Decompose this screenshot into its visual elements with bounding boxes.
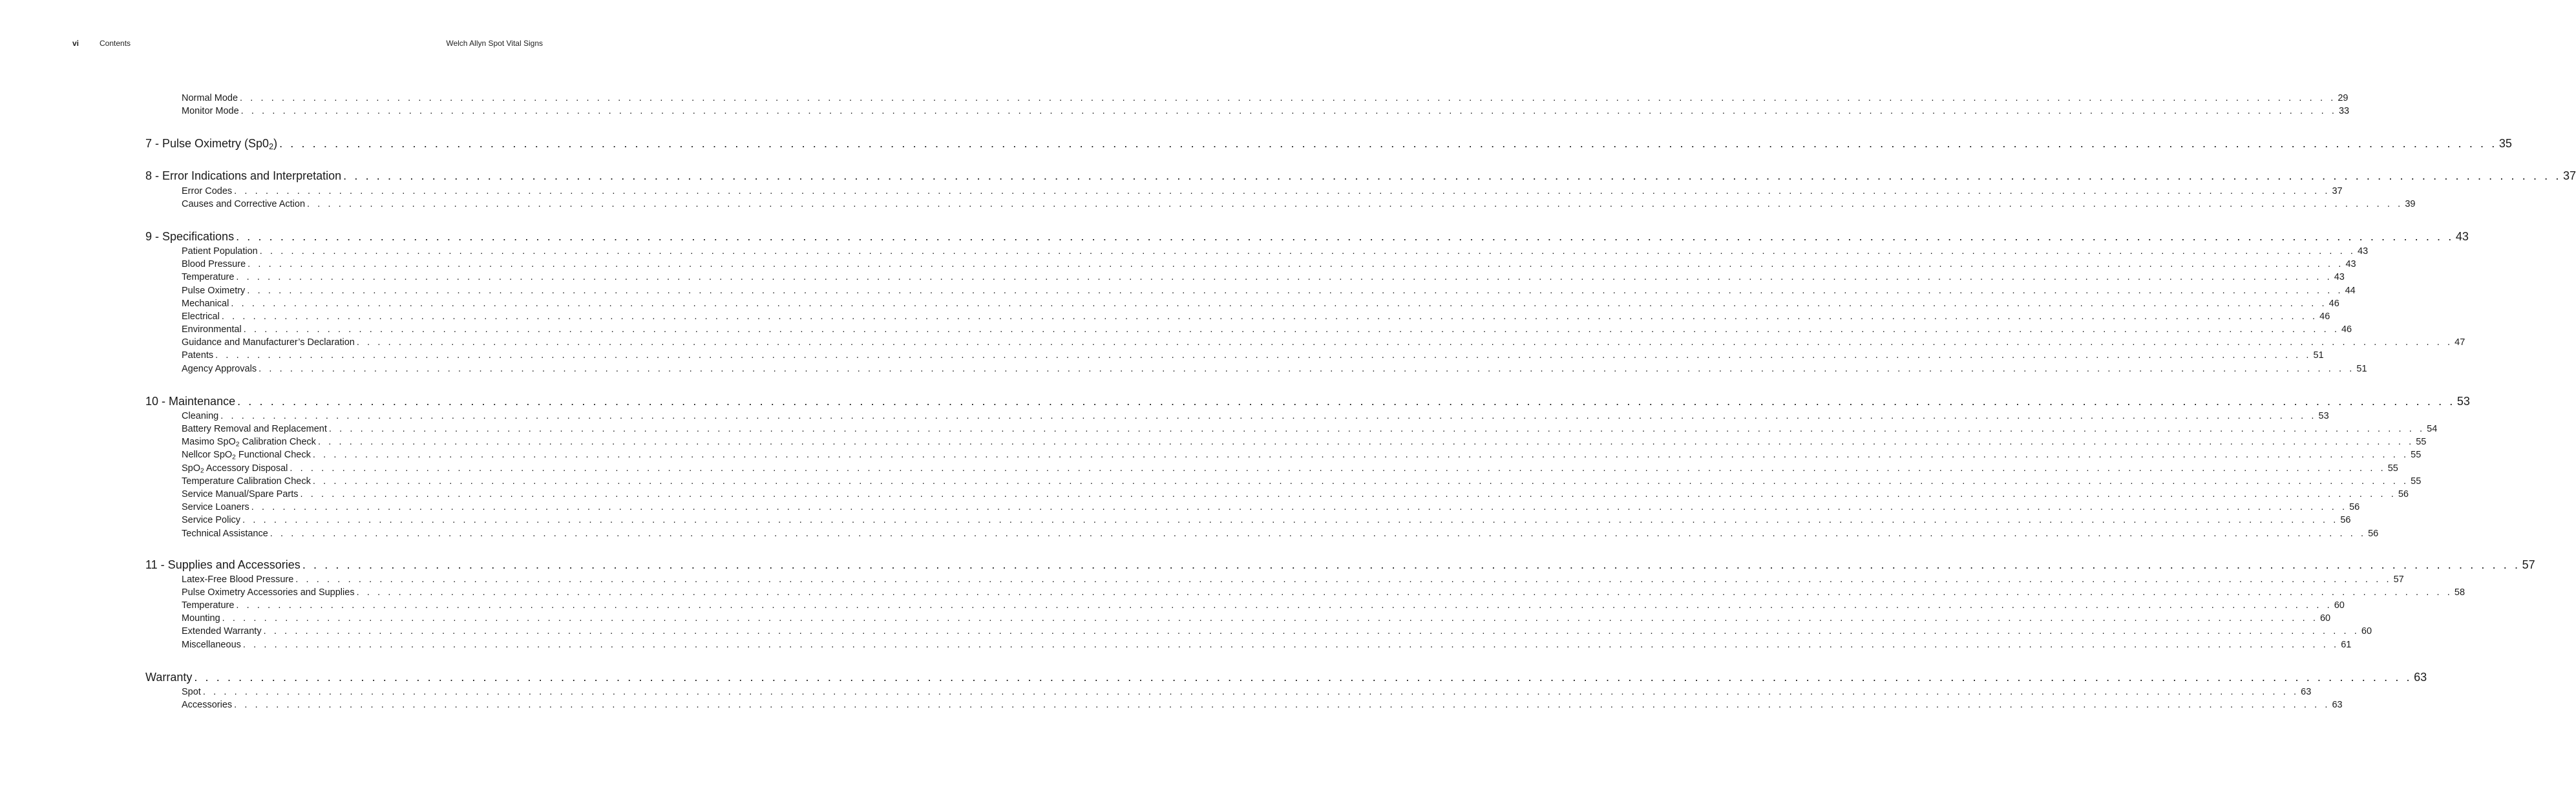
- toc-entry-title-subscript: 2: [200, 467, 204, 475]
- toc-section: [145, 390, 2470, 539]
- toc-entry-page: 56: [2368, 528, 2379, 539]
- toc-entry-title: Error Codes: [182, 185, 233, 196]
- toc-entry-title: Spot: [182, 686, 201, 697]
- toc-entry[interactable]: [145, 257, 2356, 270]
- toc-entry-page: 56: [2340, 515, 2351, 526]
- toc-entry-page: 47: [2455, 337, 2465, 348]
- toc-chapter-page: 43: [2455, 229, 2469, 243]
- toc-chapter[interactable]: [145, 554, 2535, 572]
- toc-entry-page: 55: [2416, 437, 2427, 448]
- dot-leader: . . . . . . . . . . . . . . . . . . . . . . . . . . . . . . . . . . . . . . . . . . . . . . . . . . . . . . . . . . . . . . . . . . . . . . . . . . . . . . . . . . . . . . . . . . . . . . . . . . . . . . . . . . . . . . . . . . . . . . . . . . . . . . . . . . . . . . . . . . . . . . . . . . . . . . . . . . . . . . . . . . . . . . . . . . . . . . . . . . . . . . . . . . . . . . . . . . . . . . . .: [259, 246, 2356, 257]
- dot-leader: . . . . . . . . . . . . . . . . . . . . . . . . . . . . . . . . . . . . . . . . . . . . . . . . . . . . . . . . . . . . . . . . . . . . . . . . . . . . . . . . . . . . . . . . . . . . . . . . . . . . . . . . . . . . . . . . . . . . . . . . . . . . . . . . . . . . . . . . . . . . . . . . . . . . . . . . . . . . . . . . . . . . . . . . . . . . . . . . . . . . . . . . . . . . . . . . . . . . . . . .: [240, 106, 2337, 117]
- toc-chapter-title-text: 8 - Error Indications and Interpretation: [145, 169, 342, 183]
- toc-section: [145, 226, 2469, 374]
- toc-entry-page: 54: [2427, 424, 2438, 434]
- toc-chapter-title-text: 7 - Pulse Oximetry (Sp0: [145, 137, 269, 151]
- dot-leader: . . . . . . . . . . . . . . . . . . . . . . . . . . . . . . . . . . . . . . . . . . . . . . . . . . . . . . . . . . . . . . . . . . . . . . . . . . . . . . . . . . . . . . . . . . . . . . . . . . . . . . . . . . . . . . . . . . . . . . . . . . . . . . . . . . . . . . . . . . . . . . . . . . . . . . . . . . . . . . . . . . . . . . . . . . . . . . . . . . . . . . . . . . . . . . . . . . . . . . . .: [220, 410, 2317, 421]
- toc-entry[interactable]: [145, 335, 2465, 348]
- dot-leader: . . . . . . . . . . . . . . . . . . . . . . . . . . . . . . . . . . . . . . . . . . . . . . . . . . . . . . . . . . . . . . . . . . . . . . . . . . . . . . . . . . . . . . . . . . . . . . . . . . . . . . . . . . . . . . . . . . . . . . . . . . . . . . . . . . . . . . . . . . . . . . . . . . . . . . . . . . . . . . . . . . . . . . . . . . . . . . . . . . . . . . . . . . . . . . . . . . . . . . . .: [202, 686, 2299, 697]
- toc-chapter[interactable]: [145, 390, 2470, 408]
- toc-entry[interactable]: [145, 296, 2339, 309]
- toc-entry-title-text: SpO: [182, 463, 201, 474]
- running-title: Welch Allyn Spot Vital Signs: [446, 39, 543, 48]
- toc-entry-title-text-end: Calibration Check: [239, 437, 316, 448]
- toc-entry[interactable]: [145, 421, 2438, 434]
- toc-entry-title: Temperature Calibration Check: [182, 476, 311, 487]
- toc-entry-title: Guidance and Manufacturer’s Declaration: [182, 337, 355, 348]
- toc-entry[interactable]: [145, 196, 2416, 209]
- toc-entry-title: Normal Mode: [182, 93, 238, 104]
- toc-entry-page: 53: [2318, 410, 2329, 421]
- toc-entry-title-text-end: Functional Check: [235, 450, 311, 461]
- toc-entry[interactable]: [145, 244, 2369, 257]
- toc-chapter[interactable]: [145, 165, 2576, 183]
- toc-section: [145, 165, 2576, 209]
- toc-entry[interactable]: [145, 585, 2465, 598]
- dot-leader: . . . . . . . . . . . . . . . . . . . . . . . . . . . . . . . . . . . . . . . . . . . . . . . . . . . . . . . . . . . . . . . . . . . . . . . . . . . . . . . . . . . . . . . . . . . . . . . . . . . . . . . . . . . . . . . . . . . . . . . . . . . . . . . . . . . . . . . . . . . . . . . . . . . . . . . . . . . . . . . . . . . . . . . . . . . . . . . . . . . . . . . . . . . . . . . . . . . . . . . .: [259, 363, 2355, 374]
- toc-entry-title: Cleaning: [182, 410, 219, 421]
- toc-entry-title: Temperature: [182, 272, 235, 283]
- toc-chapter-title: [145, 558, 302, 572]
- toc-entry-page: 46: [2341, 324, 2352, 335]
- dot-leader: . . . . . . . . . . . . . . . . . . . . . . . . . . . . . . . . . . . . . . . . . . . . . . . . . . . . . . . . . . . . . . . . . . . . . . . . . . . . . . . . . . . . . . . . . . . . . . . . . . . . . . . . . . . . . . . . . . . . . . . . . . . . . . . . . . . . . . . . . . . . . . . . . . . . . . . . . . . . . . . . . . . . . . . . . . . . . . . . . . . . . . . . . . . . . . . . . . . . . . . .: [295, 574, 2392, 585]
- toc-entry[interactable]: [145, 499, 2360, 513]
- toc-entry-title: Blood Pressure: [182, 259, 246, 270]
- toc-entry-title: Battery Removal and Replacement: [182, 424, 327, 434]
- toc-entry-title: Electrical: [182, 311, 220, 322]
- toc-entry-title: Monitor Mode: [182, 106, 239, 117]
- toc-entry-page: 63: [2301, 686, 2312, 697]
- toc-entry[interactable]: [145, 525, 2379, 539]
- toc-entry-title: Mechanical: [182, 298, 229, 309]
- toc-entry[interactable]: [145, 598, 2345, 611]
- toc-entry-title: Pulse Oximetry: [182, 285, 246, 296]
- toc-entry-title: [182, 450, 313, 460]
- dot-leader: . . . . . . . . . . . . . . . . . . . . . . . . . . . . . . . . . . . . . . . . . . . . . . . . . . . . . . . . . . . . . . . . . . . . . . . . . . . . . . . . . . . . . . . . . . . . . . . . . . . . . . . . . . . . . . . . . . . . . . . . . . . . . . . . . . . . . . . . . . . . . . . . . . . . . . . . . . . . . . . . . . . . . . . . . . . . . . . . . . . . . . . . . . . . . . . . . . . . . . . .: [317, 437, 2414, 448]
- toc-entry[interactable]: [145, 408, 2329, 421]
- toc-entry[interactable]: [145, 103, 2350, 117]
- dot-leader: . . . . . . . . . . . . . . . . . . . . . . . . . . . . . . . . . . . . . . . . . . . . . . . . . . . . . . . . . . . . . . . . . . . . . . . . . . . . . . . . . . . . . . . . . . . . . . . . . . . . . . . . . . . . . . . . . . . . . . . . . . . . . . . . . . . . . . . . . . . . . . . . . . . . . . . . . . . . . . . . . . . . . . . . . . . . . . . . . . . . . . . . . . . . . . . . . . . . . . . .: [237, 394, 2455, 408]
- dot-leader: . . . . . . . . . . . . . . . . . . . . . . . . . . . . . . . . . . . . . . . . . . . . . . . . . . . . . . . . . . . . . . . . . . . . . . . . . . . . . . . . . . . . . . . . . . . . . . . . . . . . . . . . . . . . . . . . . . . . . . . . . . . . . . . . . . . . . . . . . . . . . . . . . . . . . . . . . . . . . . . . . . . . . . . . . . . . . . . . . . . . . . . . . . . . . . . . . . . . . . . .: [312, 476, 2409, 487]
- toc-entry[interactable]: [145, 447, 2422, 461]
- toc-entry-page: 33: [2338, 106, 2350, 117]
- toc-entry-title-text-end: Accessory Disposal: [204, 463, 288, 474]
- toc-entry-title: Service Manual/Spare Parts: [182, 488, 299, 499]
- toc-entry-page: 37: [2332, 185, 2343, 196]
- toc-entry[interactable]: [145, 487, 2409, 499]
- toc-entry[interactable]: [145, 684, 2312, 697]
- toc-section: [145, 132, 2512, 152]
- toc-entry-page: 63: [2332, 700, 2343, 710]
- toc-entry-page: 56: [2349, 502, 2360, 513]
- toc-entry-page: 60: [2361, 626, 2372, 637]
- running-section: Contents: [100, 39, 131, 48]
- toc-chapter-page: 53: [2456, 394, 2470, 408]
- dot-leader: . . . . . . . . . . . . . . . . . . . . . . . . . . . . . . . . . . . . . . . . . . . . . . . . . . . . . . . . . . . . . . . . . . . . . . . . . . . . . . . . . . . . . . . . . . . . . . . . . . . . . . . . . . . . . . . . . . . . . . . . . . . . . . . . . . . . . . . . . . . . . . . . . . . . . . . . . . . . . . . . . . . . . . . . . . . . . . . . . . . . . . . . . . . . . . . . . . . . . . . .: [248, 259, 2344, 270]
- toc-entry[interactable]: [145, 474, 2422, 487]
- toc-entry-page: 60: [2319, 613, 2331, 624]
- toc-chapter-title-text: 9 - Specifications: [145, 229, 235, 243]
- dot-leader: . . . . . . . . . . . . . . . . . . . . . . . . . . . . . . . . . . . . . . . . . . . . . . . . . . . . . . . . . . . . . . . . . . . . . . . . . . . . . . . . . . . . . . . . . . . . . . . . . . . . . . . . . . . . . . . . . . . . . . . . . . . . . . . . . . . . . . . . . . . . . . . . . . . . . . . . . . . . . . . . . . . . . . . . . . . . . . . . . . . . . . . . . . . . . . . . . . . . . . . .: [307, 198, 2403, 209]
- toc-chapter[interactable]: [145, 226, 2469, 244]
- dot-leader: . . . . . . . . . . . . . . . . . . . . . . . . . . . . . . . . . . . . . . . . . . . . . . . . . . . . . . . . . . . . . . . . . . . . . . . . . . . . . . . . . . . . . . . . . . . . . . . . . . . . . . . . . . . . . . . . . . . . . . . . . . . . . . . . . . . . . . . . . . . . . . . . . . . . . . . . . . . . . . . . . . . . . . . . . . . . . . . . . . . . . . . . . . . . . . . . . . . . . . . .: [215, 350, 2312, 361]
- toc-chapter-title: [145, 169, 343, 183]
- toc-entry-title: Causes and Corrective Action: [182, 198, 306, 209]
- toc-entry[interactable]: [145, 348, 2324, 361]
- toc-entry-page: 55: [2387, 463, 2398, 474]
- toc-chapter-title: [145, 395, 237, 408]
- dot-leader: . . . . . . . . . . . . . . . . . . . . . . . . . . . . . . . . . . . . . . . . . . . . . . . . . . . . . . . . . . . . . . . . . . . . . . . . . . . . . . . . . . . . . . . . . . . . . . . . . . . . . . . . . . . . . . . . . . . . . . . . . . . . . . . . . . . . . . . . . . . . . . . . . . . . . . . . . . . . . . . . . . . . . . . . . . . . . . . . . . . . . . . . . . . . . . . . . . . . . . . .: [300, 488, 2396, 499]
- toc-entry-page: 61: [2341, 639, 2352, 650]
- toc-entry-page: 44: [2345, 285, 2356, 296]
- dot-leader: . . . . . . . . . . . . . . . . . . . . . . . . . . . . . . . . . . . . . . . . . . . . . . . . . . . . . . . . . . . . . . . . . . . . . . . . . . . . . . . . . . . . . . . . . . . . . . . . . . . . . . . . . . . . . . . . . . . . . . . . . . . . . . . . . . . . . . . . . . . . . . . . . . . . . . . . . . . . . . . . . . . . . . . . . . . . . . . . . . . . . . . . . . . . . . . . . . . . . . . .: [290, 463, 2386, 474]
- toc-entry-page: 55: [2411, 476, 2422, 487]
- toc-entry-title: [182, 463, 290, 474]
- dot-leader: . . . . . . . . . . . . . . . . . . . . . . . . . . . . . . . . . . . . . . . . . . . . . . . . . . . . . . . . . . . . . . . . . . . . . . . . . . . . . . . . . . . . . . . . . . . . . . . . . . . . . . . . . . . . . . . . . . . . . . . . . . . . . . . . . . . . . . . . . . . . . . . . . . . . . . . . . . . . . . . . . . . . . . . . . . . . . . . . . . . . . . . . . . . . . . . . . . . . . . . .: [312, 450, 2409, 461]
- toc-entry-page: 55: [2411, 450, 2422, 461]
- toc-chapter-title-subscript: 2: [269, 142, 274, 152]
- toc-entry[interactable]: [145, 309, 2330, 322]
- toc-entry-page: 60: [2334, 600, 2345, 611]
- dot-leader: . . . . . . . . . . . . . . . . . . . . . . . . . . . . . . . . . . . . . . . . . . . . . . . . . . . . . . . . . . . . . . . . . . . . . . . . . . . . . . . . . . . . . . . . . . . . . . . . . . . . . . . . . . . . . . . . . . . . . . . . . . . . . . . . . . . . . . . . . . . . . . . . . . . . . . . . . . . . . . . . . . . . . . . . . . . . . . . . . . . . . . . . . . . . . . . . . . . . . . . .: [222, 613, 2318, 624]
- toc-entry-page: 29: [2338, 93, 2349, 104]
- toc-entry-page: 51: [2356, 363, 2367, 374]
- table-of-contents: [145, 76, 2576, 710]
- toc-chapter-title-text-end: ): [273, 137, 278, 151]
- toc-entry-title: Environmental: [182, 324, 242, 335]
- page-header: [72, 39, 543, 49]
- toc-entry[interactable]: [145, 624, 2372, 637]
- toc-entry[interactable]: [145, 697, 2343, 710]
- dot-leader: . . . . . . . . . . . . . . . . . . . . . . . . . . . . . . . . . . . . . . . . . . . . . . . . . . . . . . . . . . . . . . . . . . . . . . . . . . . . . . . . . . . . . . . . . . . . . . . . . . . . . . . . . . . . . . . . . . . . . . . . . . . . . . . . . . . . . . . . . . . . . . . . . . . . . . . . . . . . . . . . . . . . . . . . . . . . . . . . . . . . . . . . . . . . . . . . . . . . . . . .: [240, 93, 2336, 104]
- dot-leader: . . . . . . . . . . . . . . . . . . . . . . . . . . . . . . . . . . . . . . . . . . . . . . . . . . . . . . . . . . . . . . . . . . . . . . . . . . . . . . . . . . . . . . . . . . . . . . . . . . . . . . . . . . . . . . . . . . . . . . . . . . . . . . . . . . . . . . . . . . . . . . . . . . . . . . . . . . . . . . . . . . . . . . . . . . . . . . . . . . . . . . . . . . . . . . . . . . . . . . . .: [236, 600, 2332, 611]
- toc-section: [145, 554, 2535, 650]
- dot-leader: . . . . . . . . . . . . . . . . . . . . . . . . . . . . . . . . . . . . . . . . . . . . . . . . . . . . . . . . . . . . . . . . . . . . . . . . . . . . . . . . . . . . . . . . . . . . . . . . . . . . . . . . . . . . . . . . . . . . . . . . . . . . . . . . . . . . . . . . . . . . . . . . . . . . . . . . . . . . . . . . . . . . . . . . . . . . . . . . . . . . . . . . . . . . . . . . . . . . . . . .: [263, 626, 2360, 637]
- toc-entry[interactable]: [145, 90, 2349, 104]
- dot-leader: . . . . . . . . . . . . . . . . . . . . . . . . . . . . . . . . . . . . . . . . . . . . . . . . . . . . . . . . . . . . . . . . . . . . . . . . . . . . . . . . . . . . . . . . . . . . . . . . . . . . . . . . . . . . . . . . . . . . . . . . . . . . . . . . . . . . . . . . . . . . . . . . . . . . . . . . . . . . . . . . . . . . . . . . . . . . . . . . . . . . . . . . . . . . . . . . . . . . . . . .: [247, 285, 2343, 296]
- toc-chapter-page: 37: [2562, 169, 2576, 183]
- dot-leader: . . . . . . . . . . . . . . . . . . . . . . . . . . . . . . . . . . . . . . . . . . . . . . . . . . . . . . . . . . . . . . . . . . . . . . . . . . . . . . . . . . . . . . . . . . . . . . . . . . . . . . . . . . . . . . . . . . . . . . . . . . . . . . . . . . . . . . . . . . . . . . . . . . . . . . . . . . . . . . . . . . . . . . . . . . . . . . . . . . . . . . . . . . . . . . . . . . . . . . . .: [236, 272, 2332, 283]
- dot-leader: . . . . . . . . . . . . . . . . . . . . . . . . . . . . . . . . . . . . . . . . . . . . . . . . . . . . . . . . . . . . . . . . . . . . . . . . . . . . . . . . . . . . . . . . . . . . . . . . . . . . . . . . . . . . . . . . . . . . . . . . . . . . . . . . . . . . . . . . . . . . . . . . . . . . . . . . . . . . . . . . . . . . . . . . . . . . . . . . . . . . . . . . . . . . . . . . . . . . . . . .: [242, 515, 2339, 526]
- dot-leader: . . . . . . . . . . . . . . . . . . . . . . . . . . . . . . . . . . . . . . . . . . . . . . . . . . . . . . . . . . . . . . . . . . . . . . . . . . . . . . . . . . . . . . . . . . . . . . . . . . . . . . . . . . . . . . . . . . . . . . . . . . . . . . . . . . . . . . . . . . . . . . . . . . . . . . . . . . . . . . . . . . . . . . . . . . . . . . . . . . . . . . . . . . . . . . . . . . . . . . . .: [234, 700, 2330, 710]
- toc-chapter-page: 35: [2498, 137, 2512, 151]
- toc-entry-page: 43: [2345, 259, 2356, 270]
- toc-entry[interactable]: [145, 512, 2351, 526]
- dot-leader: . . . . . . . . . . . . . . . . . . . . . . . . . . . . . . . . . . . . . . . . . . . . . . . . . . . . . . . . . . . . . . . . . . . . . . . . . . . . . . . . . . . . . . . . . . . . . . . . . . . . . . . . . . . . . . . . . . . . . . . . . . . . . . . . . . . . . . . . . . . . . . . . . . . . . . . . . . . . . . . . . . . . . . . . . . . . . . . . . . . . . . . . . . . . . . . . . . . . . . . .: [356, 587, 2453, 598]
- toc-entry-title: Latex-Free Blood Pressure: [182, 574, 294, 585]
- toc-entry-title-text: Nellcor SpO: [182, 450, 233, 461]
- toc-entry-title: Pulse Oximetry Accessories and Supplies: [182, 587, 355, 598]
- toc-entry-title-text: Masimo SpO: [182, 437, 236, 448]
- toc-entry[interactable]: [145, 322, 2352, 335]
- toc-entry[interactable]: [145, 183, 2343, 196]
- toc-entry-page: 57: [2393, 574, 2404, 585]
- toc-entry-page: 58: [2454, 587, 2465, 598]
- toc-entry[interactable]: [145, 434, 2427, 448]
- toc-entry-title: Accessories: [182, 700, 233, 710]
- dot-leader: . . . . . . . . . . . . . . . . . . . . . . . . . . . . . . . . . . . . . . . . . . . . . . . . . . . . . . . . . . . . . . . . . . . . . . . . . . . . . . . . . . . . . . . . . . . . . . . . . . . . . . . . . . . . . . . . . . . . . . . . . . . . . . . . . . . . . . . . . . . . . . . . . . . . . . . . . . . . . . . . . . . . . . . . . . . . . . . . . . . . . . . . . . . . . . . . . . . . . . . .: [302, 558, 2520, 571]
- toc-entry-title: Extended Warranty: [182, 626, 262, 637]
- toc-entry-title: [182, 437, 318, 447]
- toc-entry[interactable]: [145, 572, 2404, 585]
- toc-entry[interactable]: [145, 361, 2367, 374]
- dot-leader: . . . . . . . . . . . . . . . . . . . . . . . . . . . . . . . . . . . . . . . . . . . . . . . . . . . . . . . . . . . . . . . . . . . . . . . . . . . . . . . . . . . . . . . . . . . . . . . . . . . . . . . . . . . . . . . . . . . . . . . . . . . . . . . . . . . . . . . . . . . . . . . . . . . . . . . . . . . . . . . . . . . . . . . . . . . . . . . . . . . . . . . . . . . . . . . . . . . . . . . .: [234, 185, 2330, 196]
- dot-leader: . . . . . . . . . . . . . . . . . . . . . . . . . . . . . . . . . . . . . . . . . . . . . . . . . . . . . . . . . . . . . . . . . . . . . . . . . . . . . . . . . . . . . . . . . . . . . . . . . . . . . . . . . . . . . . . . . . . . . . . . . . . . . . . . . . . . . . . . . . . . . . . . . . . . . . . . . . . . . . . . . . . . . . . . . . . . . . . . . . . . . . . . . . . . . . . . . . . . . . . .: [221, 311, 2318, 322]
- toc-entry-page: 43: [2358, 246, 2369, 257]
- toc-entry-title: Service Loaners: [182, 502, 249, 513]
- toc-chapter-title-text: 11 - Supplies and Accessories: [145, 558, 301, 571]
- dot-leader: . . . . . . . . . . . . . . . . . . . . . . . . . . . . . . . . . . . . . . . . . . . . . . . . . . . . . . . . . . . . . . . . . . . . . . . . . . . . . . . . . . . . . . . . . . . . . . . . . . . . . . . . . . . . . . . . . . . . . . . . . . . . . . . . . . . . . . . . . . . . . . . . . . . . . . . . . . . . . . . . . . . . . . . . . . . . . . . . . . . . . . . . . . . . . . . . . . . . . . . .: [236, 229, 2454, 243]
- toc-chapter-title-text: 10 - Maintenance: [145, 394, 236, 408]
- toc-entry-title-subscript: 2: [232, 454, 236, 461]
- toc-chapter[interactable]: [145, 132, 2512, 152]
- toc-chapter[interactable]: [145, 666, 2427, 684]
- toc-entry[interactable]: [145, 460, 2398, 475]
- toc-section: [145, 90, 2350, 117]
- dot-leader: . . . . . . . . . . . . . . . . . . . . . . . . . . . . . . . . . . . . . . . . . . . . . . . . . . . . . . . . . . . . . . . . . . . . . . . . . . . . . . . . . . . . . . . . . . . . . . . . . . . . . . . . . . . . . . . . . . . . . . . . . . . . . . . . . . . . . . . . . . . . . . . . . . . . . . . . . . . . . . . . . . . . . . . . . . . . . . . . . . . . . . . . . . . . . . . . . . . . . . . .: [269, 528, 2367, 539]
- dot-leader: . . . . . . . . . . . . . . . . . . . . . . . . . . . . . . . . . . . . . . . . . . . . . . . . . . . . . . . . . . . . . . . . . . . . . . . . . . . . . . . . . . . . . . . . . . . . . . . . . . . . . . . . . . . . . . . . . . . . . . . . . . . . . . . . . . . . . . . . . . . . . . . . . . . . . . . . . . . . . . . . . . . . . . . . . . . . . . . . . . . . . . . . . . . . . . . . . . . . . . . .: [242, 639, 2339, 650]
- toc-entry[interactable]: [145, 611, 2331, 624]
- toc-entry-title-subscript: 2: [235, 441, 240, 448]
- dot-leader: . . . . . . . . . . . . . . . . . . . . . . . . . . . . . . . . . . . . . . . . . . . . . . . . . . . . . . . . . . . . . . . . . . . . . . . . . . . . . . . . . . . . . . . . . . . . . . . . . . . . . . . . . . . . . . . . . . . . . . . . . . . . . . . . . . . . . . . . . . . . . . . . . . . . . . . . . . . . . . . . . . . . . . . . . . . . . . . . . . . . . . . . . . . . . . . . . . . . . . . .: [279, 137, 2497, 151]
- toc-chapter-title: [145, 671, 194, 684]
- toc-entry-page: 51: [2313, 350, 2324, 361]
- toc-entry[interactable]: [145, 269, 2345, 283]
- dot-leader: . . . . . . . . . . . . . . . . . . . . . . . . . . . . . . . . . . . . . . . . . . . . . . . . . . . . . . . . . . . . . . . . . . . . . . . . . . . . . . . . . . . . . . . . . . . . . . . . . . . . . . . . . . . . . . . . . . . . . . . . . . . . . . . . . . . . . . . . . . . . . . . . . . . . . . . . . . . . . . . . . . . . . . . . . . . . . . . . . . . . . . . . . . . . . . . . . . . . . . . .: [328, 424, 2425, 434]
- toc-entry-title: Patient Population: [182, 246, 258, 257]
- dot-leader: . . . . . . . . . . . . . . . . . . . . . . . . . . . . . . . . . . . . . . . . . . . . . . . . . . . . . . . . . . . . . . . . . . . . . . . . . . . . . . . . . . . . . . . . . . . . . . . . . . . . . . . . . . . . . . . . . . . . . . . . . . . . . . . . . . . . . . . . . . . . . . . . . . . . . . . . . . . . . . . . . . . . . . . . . . . . . . . . . . . . . . . . . . . . . . . . . . . . . . . .: [231, 298, 2327, 309]
- toc-entry-page: 39: [2405, 198, 2416, 209]
- toc-entry-page: 56: [2398, 488, 2409, 499]
- toc-chapter-title-text: Warranty: [145, 670, 193, 684]
- toc-chapter-title: [145, 230, 236, 244]
- toc-entry-title: Agency Approvals: [182, 363, 257, 374]
- toc-entry-title: Temperature: [182, 600, 235, 611]
- toc-entry-title: Miscellaneous: [182, 639, 241, 650]
- dot-leader: . . . . . . . . . . . . . . . . . . . . . . . . . . . . . . . . . . . . . . . . . . . . . . . . . . . . . . . . . . . . . . . . . . . . . . . . . . . . . . . . . . . . . . . . . . . . . . . . . . . . . . . . . . . . . . . . . . . . . . . . . . . . . . . . . . . . . . . . . . . . . . . . . . . . . . . . . . . . . . . . . . . . . . . . . . . . . . . . . . . . . . . . . . . . . . . . . . . . . . . .: [343, 169, 2561, 183]
- toc-entry[interactable]: [145, 282, 2356, 296]
- toc-entry-page: 46: [2328, 298, 2339, 309]
- dot-leader: . . . . . . . . . . . . . . . . . . . . . . . . . . . . . . . . . . . . . . . . . . . . . . . . . . . . . . . . . . . . . . . . . . . . . . . . . . . . . . . . . . . . . . . . . . . . . . . . . . . . . . . . . . . . . . . . . . . . . . . . . . . . . . . . . . . . . . . . . . . . . . . . . . . . . . . . . . . . . . . . . . . . . . . . . . . . . . . . . . . . . . . . . . . . . . . . . . . . . . . .: [251, 502, 2348, 513]
- toc-entry[interactable]: [145, 636, 2352, 650]
- toc-entry-page: 43: [2334, 272, 2345, 283]
- toc-chapter-title: [145, 137, 279, 151]
- toc-entry-title: Patents: [182, 350, 214, 361]
- toc-entry-page: 46: [2319, 311, 2330, 322]
- toc-section: [145, 666, 2427, 710]
- toc-entry-title: Service Policy: [182, 515, 241, 526]
- dot-leader: . . . . . . . . . . . . . . . . . . . . . . . . . . . . . . . . . . . . . . . . . . . . . . . . . . . . . . . . . . . . . . . . . . . . . . . . . . . . . . . . . . . . . . . . . . . . . . . . . . . . . . . . . . . . . . . . . . . . . . . . . . . . . . . . . . . . . . . . . . . . . . . . . . . . . . . . . . . . . . . . . . . . . . . . . . . . . . . . . . . . . . . . . . . . . . . . . . . . . . . .: [243, 324, 2339, 335]
- toc-entry-title: Technical Assistance: [182, 528, 268, 539]
- dot-leader: . . . . . . . . . . . . . . . . . . . . . . . . . . . . . . . . . . . . . . . . . . . . . . . . . . . . . . . . . . . . . . . . . . . . . . . . . . . . . . . . . . . . . . . . . . . . . . . . . . . . . . . . . . . . . . . . . . . . . . . . . . . . . . . . . . . . . . . . . . . . . . . . . . . . . . . . . . . . . . . . . . . . . . . . . . . . . . . . . . . . . . . . . . . . . . . . . . . . . . . .: [194, 670, 2412, 684]
- page-number: vi: [72, 39, 79, 48]
- toc-entry-title: Mounting: [182, 613, 220, 624]
- dot-leader: . . . . . . . . . . . . . . . . . . . . . . . . . . . . . . . . . . . . . . . . . . . . . . . . . . . . . . . . . . . . . . . . . . . . . . . . . . . . . . . . . . . . . . . . . . . . . . . . . . . . . . . . . . . . . . . . . . . . . . . . . . . . . . . . . . . . . . . . . . . . . . . . . . . . . . . . . . . . . . . . . . . . . . . . . . . . . . . . . . . . . . . . . . . . . . . . . . . . . . . .: [356, 337, 2453, 348]
- toc-chapter-page: 57: [2522, 558, 2535, 571]
- toc-chapter-page: 63: [2414, 670, 2427, 684]
